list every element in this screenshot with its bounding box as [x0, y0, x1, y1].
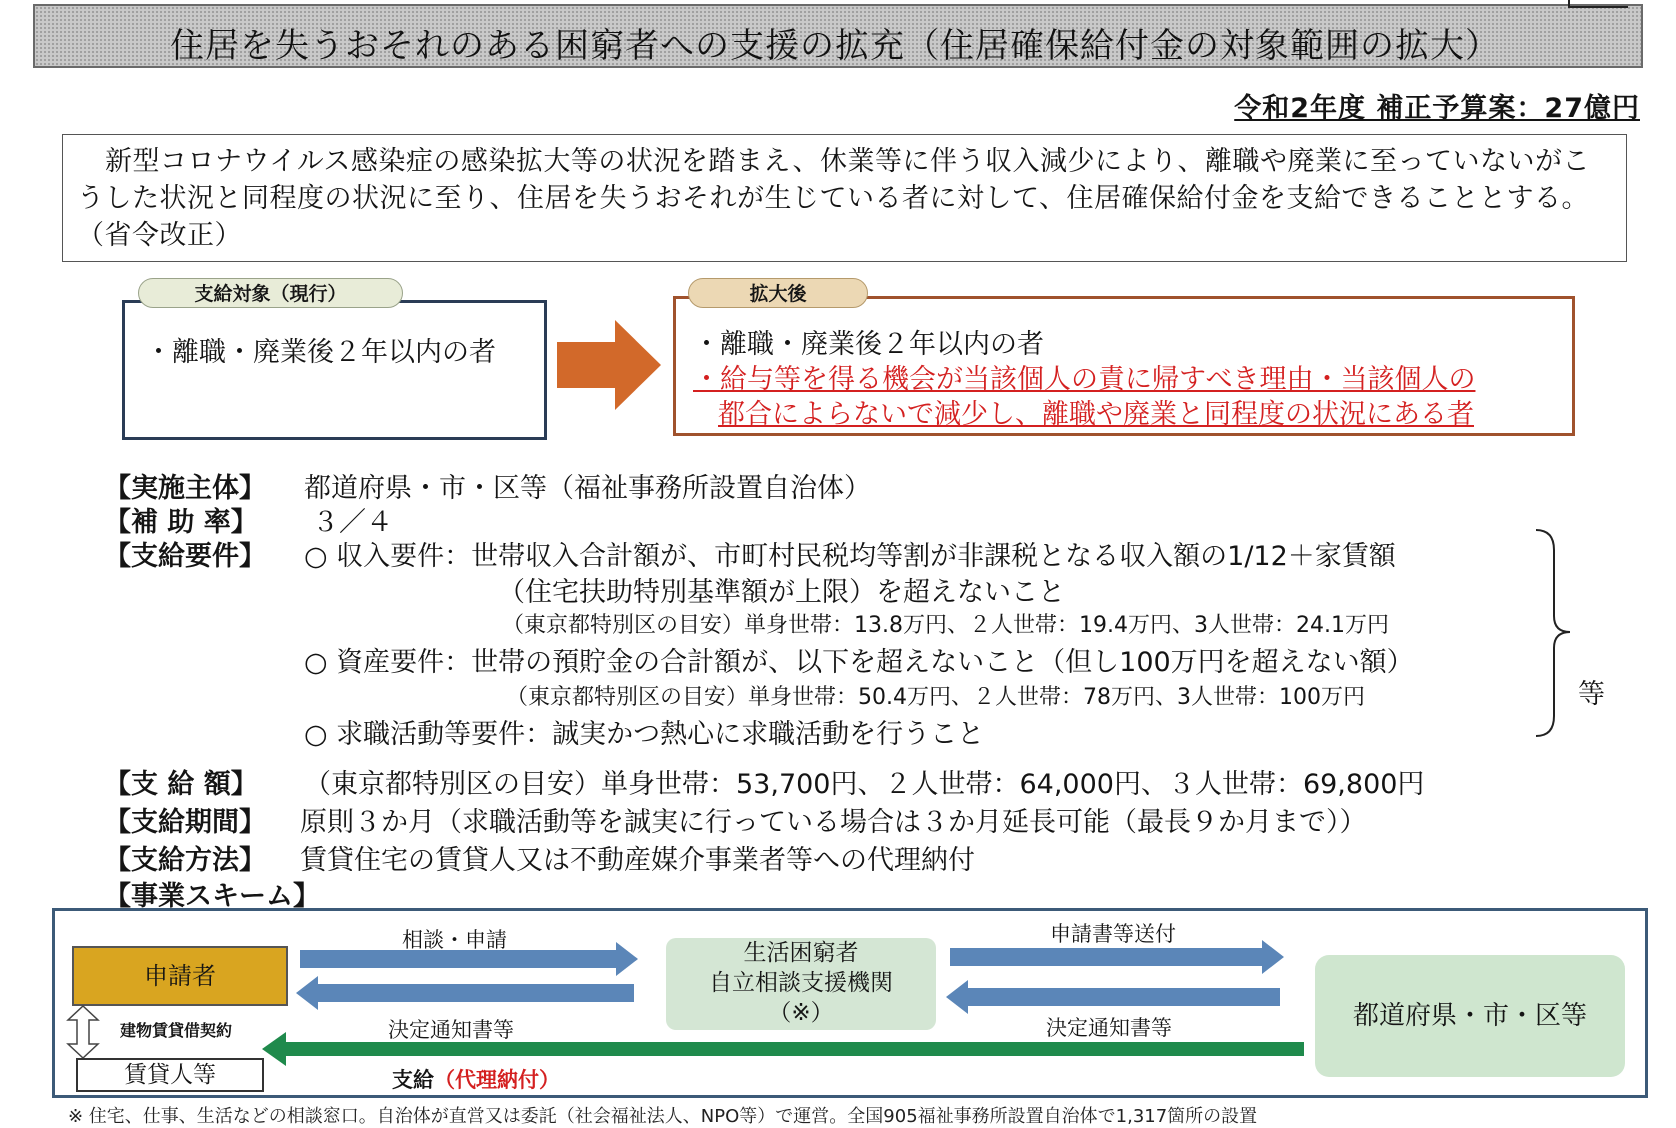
- notice-arrow-right-icon: [946, 980, 1282, 1014]
- notice-arrow-left-icon: [296, 976, 636, 1010]
- current-eligibility-box: [122, 300, 547, 440]
- amount-label: 【支 給 額】: [104, 769, 258, 800]
- intro-box: [62, 134, 1627, 262]
- expanded-item-2-line2: 都合によらないで減少し、離職や廃業と同程度の状況にある者: [718, 399, 1474, 430]
- income-requirement-cont: （住宅扶助特別基準額が上限）を超えないこと: [498, 577, 1065, 608]
- expanded-item-2-line1: ・給与等を得る機会が当該個人の責に帰すべき理由・当該個人の: [693, 364, 1476, 395]
- agency-line-3: （※）: [768, 1000, 834, 1026]
- current-eligibility-tab: 支給対象（現行）: [138, 278, 403, 308]
- support-agency-box: [666, 938, 936, 1030]
- asset-example: （東京都特別区の目安）単身世帯：50.4万円、２人世帯：78万円、3人世帯：100万円: [506, 685, 1365, 710]
- period-label: 【支給期間】: [104, 807, 266, 838]
- requirements-label: 【支給要件】: [104, 541, 266, 572]
- page-title: 住居を失うおそれのある困窮者への支援の拡充（住居確保給付金の対象範囲の拡大）: [170, 26, 1500, 66]
- payment-arrow-label: [392, 1064, 560, 1094]
- method-label: 【支給方法】: [104, 845, 266, 876]
- rate-label: 【補 助 率】: [104, 507, 258, 538]
- rate-value: ３／４: [312, 507, 393, 538]
- expanded-eligibility-tab: 拡大後: [688, 278, 868, 308]
- lessor-box: 賃貸人等: [76, 1058, 264, 1092]
- contract-double-arrow-icon: [66, 1004, 100, 1060]
- income-requirement: ○ 収入要件：世帯収入合計額が、市町村民税均等割が非課税となる収入額の1/12＋家賃額: [304, 541, 1396, 572]
- asset-requirement: ○ 資産要件：世帯の預貯金の合計額が、以下を超えないこと（但し100万円を超えない額）: [304, 647, 1414, 678]
- payment-arrow-icon: [262, 1032, 1306, 1066]
- notice-arrow-left-label: 決定通知書等: [388, 1018, 514, 1042]
- agency-line-2: 自立相談支援機関: [709, 970, 893, 996]
- income-example: （東京都特別区の目安）単身世帯：13.8万円、２人世帯：19.4万円、3人世帯：24.1万円: [502, 613, 1389, 638]
- agency-line-1: 生活困窮者: [743, 940, 859, 966]
- notice-arrow-right-label: 決定通知書等: [1046, 1016, 1172, 1040]
- applicant-box: 申請者: [72, 946, 288, 1006]
- contract-label: 建物賃貸借契約: [120, 1021, 233, 1040]
- current-eligibility-item: ・離職・廃業後２年以内の者: [145, 337, 496, 368]
- budget-label: 令和2年度 補正予算案：27億円: [1234, 93, 1640, 124]
- payment-label: 支給: [392, 1068, 434, 1092]
- implementer-label: 【実施主体】: [104, 473, 266, 504]
- implementer-value: 都道府県・市・区等（福祉事務所設置自治体）: [304, 473, 871, 504]
- scheme-label: 【事業スキーム】: [104, 881, 320, 912]
- title-banner: [33, 4, 1643, 68]
- expanded-item-1: ・離職・廃業後２年以内の者: [693, 329, 1044, 360]
- corner-mark: [1568, 0, 1628, 8]
- etc-label: 等: [1578, 679, 1605, 710]
- expand-arrow-icon: [557, 320, 663, 410]
- intro-text: 新型コロナウイルス感染症の感染拡大等の状況を踏まえ、休業等に伴う収入減少により、離職や廃業に至っていないがこうした状況と同程度の状況に至り、住居を失うおそれが生じている者に対して、住居確保給付金を支給できることとする。（省令改正）: [77, 146, 1590, 251]
- footnote: ※ 住宅、仕事、生活などの相談窓口。自治体が直営又は委託（社会福祉法人、NPO等）で運営。全国905福祉事務所設置自治体で1,317箇所の設置: [68, 1106, 1258, 1127]
- amount-value: （東京都特別区の目安）単身世帯：53,700円、２人世帯：64,000円、３人世帯：69,800円: [304, 769, 1425, 800]
- send-arrow-label: 申請書等送付: [1050, 922, 1176, 946]
- method-value: 賃貸住宅の賃貸人又は不動産媒介事業者等への代理納付: [300, 845, 975, 876]
- consult-arrow-label: 相談・申請: [402, 928, 507, 952]
- payment-note: （代理納付）: [434, 1068, 560, 1092]
- prefecture-box: 都道府県・市・区等: [1315, 955, 1625, 1077]
- job-requirement: ○ 求職活動等要件：誠実かつ熱心に求職活動を行うこと: [304, 719, 985, 750]
- brace-icon: [1532, 528, 1574, 738]
- period-value: 原則３か月（求職活動等を誠実に行っている場合は３か月延長可能（最長９か月まで））: [300, 807, 1367, 838]
